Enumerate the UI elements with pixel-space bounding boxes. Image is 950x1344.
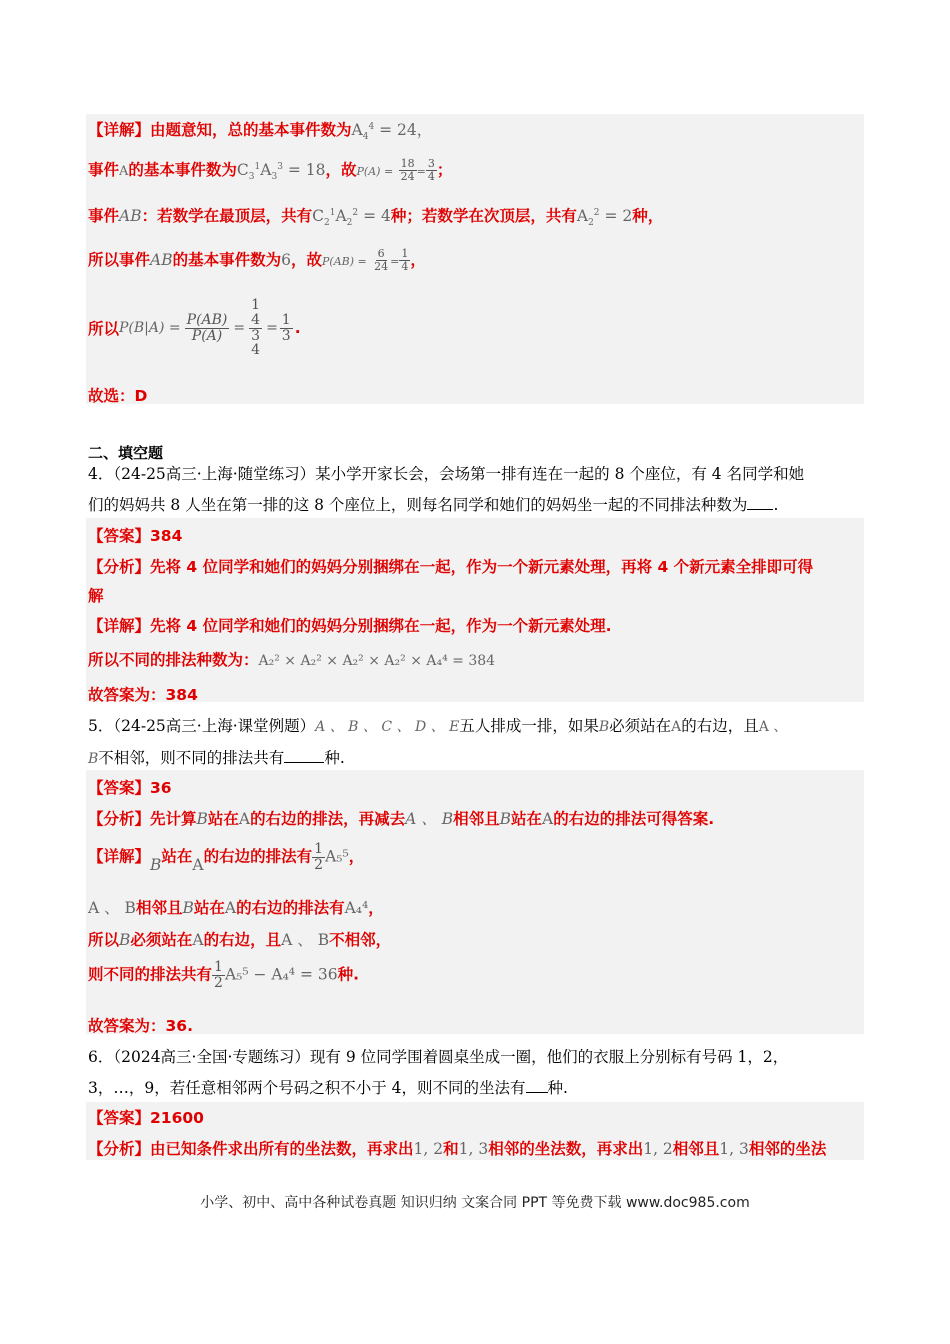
q6-question-line2: 3，…，9，若任意相邻两个号码之积不小于 4，则不同的坐法有 种. <box>88 1079 568 1097</box>
q5-detail-line4: 则不同的排法共有 $\frac{1}{2}$ A₅⁵ − A₄⁴ = 36种. <box>88 959 359 991</box>
q4-final-answer: 故答案为：384 <box>88 686 198 704</box>
q4-question-line1: 4．（24-25高三·上海·随堂练习）某小学开家长会，会场第一排有连在一起的 8 个座位，有 4 名同学和她 <box>88 465 805 483</box>
q5-analysis: 【分析】先计算B站在A的右边的排法，再减去A 、 B相邻且B站在A的右边的排法可得答案. <box>88 810 715 828</box>
q5-final-answer: 故答案为：36. <box>88 1017 193 1035</box>
answer-blank <box>747 495 773 510</box>
q5-detail-line3: 所以B必须站在A的右边，且A 、 B不相邻， <box>88 931 392 949</box>
q4-question-line2: 们的妈妈共 8 人坐在第一排的这 8 个座位上，则每名同学和她们的妈妈坐一起的不同排法种数为 . <box>88 496 779 514</box>
q3-detail-line3: 事件AB：若数学在最顶层，共有$C_2^1A_2^2 = 4$种；若数学在次顶层，共有$A_2^2 = 2$种， <box>88 207 664 229</box>
q4-solution-block <box>86 518 864 702</box>
page-footer: 小学、初中、高中各种试卷真题 知识归纳 文案合同 PPT 等免费下载 www.doc985.com <box>200 1195 750 1211</box>
q5-question-line1: 5．（24-25高三·上海·课堂例题）A 、 B 、 C 、 D 、 E五人排成一排，如果B必须站在A的右边，且A 、 <box>88 717 788 735</box>
q5-detail-line1: 【详解】B站在A的右边的排法有 $\frac{1}{2}$ A₅⁵， <box>88 841 365 874</box>
answer-blank <box>526 1078 548 1093</box>
answer-blank <box>284 748 324 763</box>
q6-question-line1: 6．（2024高三·全国·专题练习）现有 9 位同学围着圆桌坐成一圈，他们的衣服上分别标有号码 1，2， <box>88 1048 789 1066</box>
section-title: 二、填空题 <box>88 444 164 462</box>
q6-analysis: 【分析】由已知条件求出所有的坐法数，再求出1, 2和1, 3相邻的坐法数，再求出1, 2相邻且1, 3相邻的坐法 <box>88 1140 827 1158</box>
q4-answer: 【答案】384 <box>88 527 183 545</box>
q4-detail-line2: 所以不同的排法种数为：A₂² × A₂² × A₂² × A₂² × A₄⁴ = 384 <box>88 651 496 669</box>
q3-detail-line5: 所以 P(B|A) = $\frac{P(AB)}{P(A)}$ = 1 4 3 4 = $\frac{1}{3}$ . <box>88 297 301 359</box>
q5-answer: 【答案】36 <box>88 779 172 797</box>
q4-detail-line1: 【详解】先将 4 位同学和她们的妈妈分别捆绑在一起，作为一个新元素处理. <box>88 617 612 635</box>
q5-detail-line2: A 、 B相邻且B站在A的右边的排法有A₄⁴， <box>88 899 384 917</box>
q3-detail-line4: 所以事件AB的基本事件数为6，故P(AB) = $\frac{6}{24}$ = $\frac{1}{4}$ ， <box>88 247 426 273</box>
q3-final-answer: 故选：D <box>88 387 148 405</box>
q4-analysis-line2: 解 <box>88 587 104 605</box>
q5-question-line2: B不相邻，则不同的排法共有 种. <box>88 749 345 767</box>
q6-answer: 【答案】21600 <box>88 1109 204 1127</box>
q3-detail-line1: 【详解】由题意知，总的基本事件数为$A_4^4 = 24$， <box>88 121 433 143</box>
q3-detail-line2: 事件A的基本事件数为$C_3^1A_3^3 = 18$，故P(A) = $\frac{18}{24}$ = $\frac{3}{4}$ ； <box>88 157 453 183</box>
q4-analysis-line1: 【分析】先将 4 位同学和她们的妈妈分别捆绑在一起，作为一个新元素处理，再将 4 个新元素全排即可得 <box>88 558 814 576</box>
